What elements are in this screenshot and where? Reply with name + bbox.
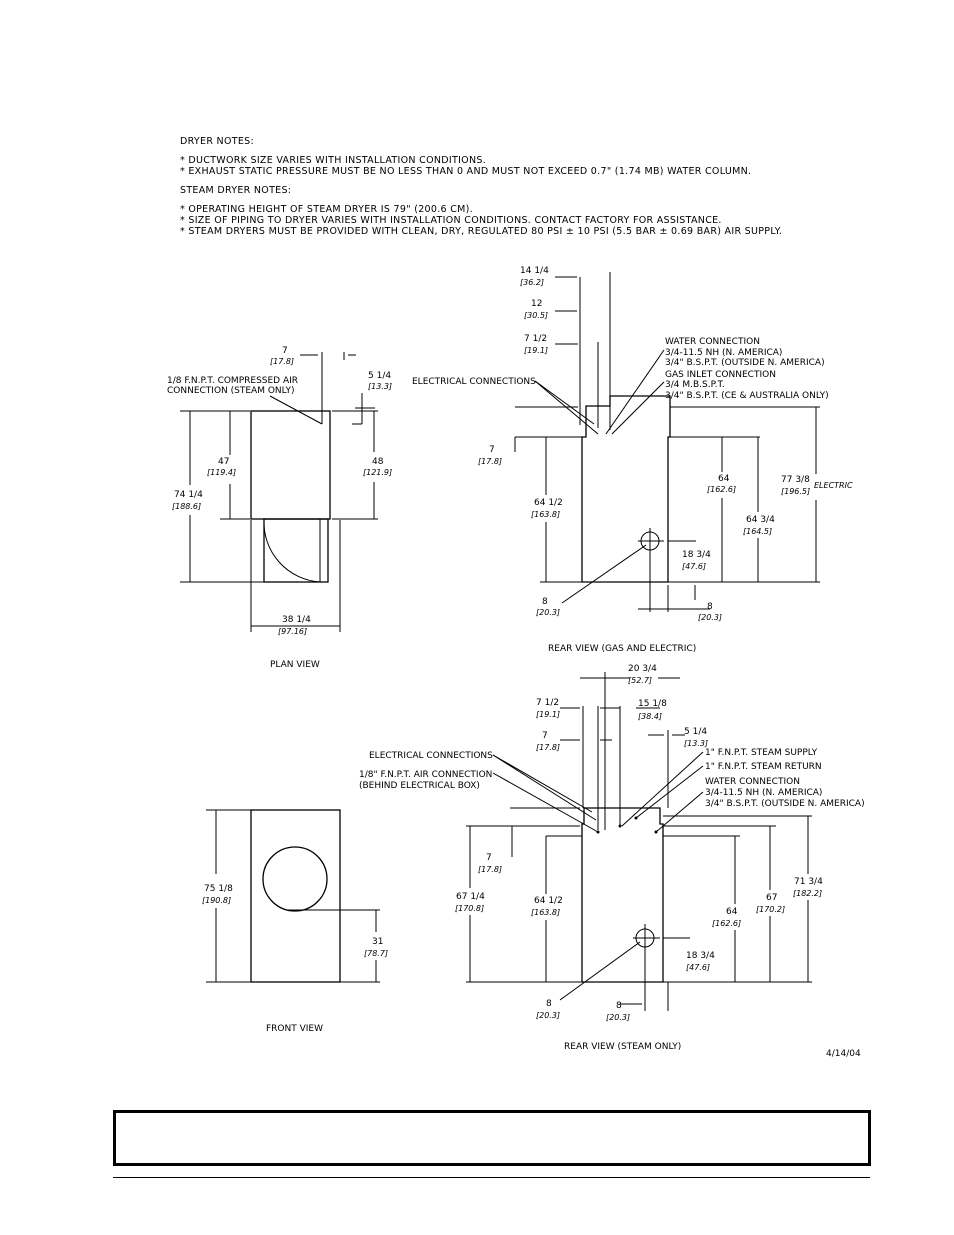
rear-gas-dim-14-1-4: 14 1/4 xyxy=(520,266,549,276)
rear-steam-dim-15-1-8-mm: [38.4] xyxy=(638,712,663,721)
plan-dim-7-mm: [17.8] xyxy=(270,357,295,366)
plan-dim-74-1-4: 74 1/4 xyxy=(174,490,203,500)
rear-steam-dim-8a-mm: [20.3] xyxy=(536,1011,561,1020)
front-door-circle xyxy=(263,847,327,911)
rear-gas-dim-8b-mm: [20.3] xyxy=(698,613,723,622)
rear-gas-dim-12: 12 xyxy=(531,299,543,309)
rear-gas-gas-label-1: GAS INLET CONNECTION xyxy=(665,370,776,380)
plan-air-label-1: 1/8 F.N.P.T. COMPRESSED AIR xyxy=(167,376,299,386)
rear-gas-gas-label-2: 3/4 M.B.S.P.T. xyxy=(665,380,725,390)
plan-dim-5-1-4-mm: [13.3] xyxy=(368,382,393,391)
rear-view-steam xyxy=(359,664,865,1059)
plan-dim-47: 47 xyxy=(218,457,230,467)
rear-steam-water-label-2: 3/4-11.5 NH (N. AMERICA) xyxy=(705,788,823,798)
rear-gas-dim-7-mm: [17.8] xyxy=(478,457,503,466)
rear-gas-gas-label-3: 3/4" B.S.P.T. (CE & AUSTRALIA ONLY) xyxy=(665,391,829,401)
rear-steam-supply-label: 1" F.N.P.T. STEAM SUPPLY xyxy=(705,748,818,758)
steam-notes-heading: STEAM DRYER NOTES: xyxy=(180,185,292,196)
drawing-date: 4/14/04 xyxy=(826,1049,861,1059)
door-swing-arc xyxy=(264,519,320,582)
rear-gas-dim-8b: 8 xyxy=(707,602,713,612)
rear-steam-dim-7b: 7 xyxy=(486,853,492,863)
rear-steam-dim-20-3-4: 20 3/4 xyxy=(628,664,657,674)
rear-gas-dim-7: 7 xyxy=(489,445,495,455)
rear-steam-dim-5-1-4: 5 1/4 xyxy=(684,727,708,737)
front-view-title: FRONT VIEW xyxy=(266,1024,324,1034)
rear-steam-dim-8b: 8 xyxy=(616,1001,622,1011)
rear-steam-water-label-3: 3/4" B.S.P.T. (OUTSIDE N. AMERICA) xyxy=(705,799,865,809)
rear-gas-dim-7-1-2-mm: [19.1] xyxy=(524,346,549,355)
rear-steam-dim-7-1-2-mm: [19.1] xyxy=(536,710,561,719)
rear-steam-dim-64-mm: [162.6] xyxy=(712,919,742,928)
rear-gas-dim-8a-mm: [20.3] xyxy=(536,608,561,617)
plan-cabinet xyxy=(251,411,330,519)
rear-gas-water-label-3: 3/4" B.S.P.T. (OUTSIDE N. AMERICA) xyxy=(665,358,825,368)
rear-steam-dim-7: 7 xyxy=(542,731,548,741)
rear-gas-elec-label: ELECTRICAL CONNECTIONS xyxy=(412,377,536,387)
rear-steam-dim-7-1-2: 7 1/2 xyxy=(536,698,560,708)
front-dim-75-1-8: 75 1/8 xyxy=(204,884,233,894)
rear-steam-return-label: 1" F.N.P.T. STEAM RETURN xyxy=(705,762,822,772)
plan-dim-48: 48 xyxy=(372,457,384,467)
rear-steam-dim-71-3-4: 71 3/4 xyxy=(794,877,823,887)
footer-rule xyxy=(113,1177,870,1178)
rear-steam-dim-8b-mm: [20.3] xyxy=(606,1013,631,1022)
rear-steam-air-label-1: 1/8" F.N.P.T. AIR CONNECTION xyxy=(359,770,493,780)
rear-gas-water-label-1: WATER CONNECTION xyxy=(665,337,760,347)
plan-air-label-2: CONNECTION (STEAM ONLY) xyxy=(167,386,295,396)
rear-steam-dim-18-3-4-mm: [47.6] xyxy=(686,963,711,972)
rear-steam-dim-5-1-4-mm: [13.3] xyxy=(684,739,709,748)
rear-gas-dim-64-3-4: 64 3/4 xyxy=(746,515,775,525)
rear-steam-water-label-1: WATER CONNECTION xyxy=(705,777,800,787)
rear-steam-dim-20-3-4-mm: [52.7] xyxy=(628,676,653,685)
rear-gas-dim-64-1-2-mm: [163.8] xyxy=(531,510,561,519)
rear-steam-dim-67-1-4-mm: [170.8] xyxy=(455,904,485,913)
rear-steam-dim-67-1-4: 67 1/4 xyxy=(456,892,485,902)
front-cabinet xyxy=(251,810,340,982)
rear-view-gas-electric xyxy=(412,266,853,654)
rear-gas-dim-64-3-4-mm: [164.5] xyxy=(743,527,773,536)
rear-steam-title: REAR VIEW (STEAM ONLY) xyxy=(564,1042,682,1052)
rear-gas-dim-7-1-2: 7 1/2 xyxy=(524,334,548,344)
front-view xyxy=(202,810,388,1034)
rear-gas-dim-8a: 8 xyxy=(542,597,548,607)
rear-gas-dim-12-mm: [30.5] xyxy=(524,311,549,320)
rear-steam-dim-67-mm: [170.2] xyxy=(756,905,786,914)
rear-steam-dim-7b-mm: [17.8] xyxy=(478,865,503,874)
plan-door xyxy=(264,519,328,582)
front-dim-75-1-8-mm: [190.8] xyxy=(202,896,232,905)
plan-dim-38-1-4-mm: [97.16] xyxy=(278,627,308,636)
rear-gas-dim-64-mm: [162.6] xyxy=(707,485,737,494)
front-dim-31: 31 xyxy=(372,937,384,947)
plan-dim-5-1-4: 5 1/4 xyxy=(368,371,392,381)
rear-gas-water-label-2: 3/4-11.5 NH (N. AMERICA) xyxy=(665,348,783,358)
rear-steam-dim-64: 64 xyxy=(726,907,738,917)
rear-gas-dim-18-3-4: 18 3/4 xyxy=(682,550,711,560)
rear-steam-elec-label: ELECTRICAL CONNECTIONS xyxy=(369,751,493,761)
dryer-note-1: * DUCTWORK SIZE VARIES WITH INSTALLATION CONDITIONS. xyxy=(180,155,487,166)
rear-gas-dim-64: 64 xyxy=(718,474,730,484)
rear-gas-title: REAR VIEW (GAS AND ELECTRIC) xyxy=(548,644,697,654)
rear-steam-dim-64-1-2-mm: [163.8] xyxy=(531,908,561,917)
plan-dim-47-mm: [119.4] xyxy=(207,468,237,477)
rear-steam-dim-8a: 8 xyxy=(546,999,552,1009)
rear-steam-dim-15-1-8: 15 1/8 xyxy=(638,699,667,709)
rear-gas-electric-label: ELECTRIC xyxy=(814,481,853,490)
rear-gas-cabinet xyxy=(582,396,670,582)
steam-note-1: * OPERATING HEIGHT OF STEAM DRYER IS 79" (200.6 CM). xyxy=(180,204,473,215)
plan-dim-48-mm: [121.9] xyxy=(363,468,393,477)
rear-steam-dim-71-3-4-mm: [182.2] xyxy=(793,889,823,898)
dryer-note-2: * EXHAUST STATIC PRESSURE MUST BE NO LESS THAN 0 AND MUST NOT EXCEED 0.7" (1.74 MB) WATER COLUMN. xyxy=(180,166,752,177)
rear-gas-dim-64-1-2: 64 1/2 xyxy=(534,498,563,508)
rear-gas-dim-77-3-8: 77 3/8 xyxy=(781,475,810,485)
footer-box xyxy=(113,1110,871,1166)
steam-note-3: * STEAM DRYERS MUST BE PROVIDED WITH CLEAN, DRY, REGULATED 80 PSI ± 10 PSI (5.5 BAR ± 0.69 BAR) AIR SUPPLY. xyxy=(180,226,783,237)
rear-steam-dim-18-3-4: 18 3/4 xyxy=(686,951,715,961)
rear-steam-dim-7-mm: [17.8] xyxy=(536,743,561,752)
plan-view xyxy=(167,346,392,670)
rear-gas-dim-77-3-8-mm: [196.5] xyxy=(781,487,811,496)
rear-steam-dim-67: 67 xyxy=(766,893,778,903)
steam-note-2: * SIZE OF PIPING TO DRYER VARIES WITH INSTALLATION CONDITIONS. CONTACT FACTORY FOR ASSISTANCE. xyxy=(180,215,722,226)
plan-dim-38-1-4: 38 1/4 xyxy=(282,615,311,625)
rear-steam-cabinet xyxy=(582,808,663,982)
rear-steam-air-label-2: (BEHIND ELECTRICAL BOX) xyxy=(359,781,480,791)
plan-view-title: PLAN VIEW xyxy=(270,660,320,670)
plan-dim-7: 7 xyxy=(282,346,288,356)
rear-gas-dim-14-1-4-mm: [36.2] xyxy=(520,278,545,287)
rear-gas-dim-18-3-4-mm: [47.6] xyxy=(682,562,707,571)
rear-steam-dim-64-1-2: 64 1/2 xyxy=(534,896,563,906)
plan-dim-74-1-4-mm: [188.6] xyxy=(172,502,202,511)
dryer-notes-heading: DRYER NOTES: xyxy=(180,136,254,147)
front-dim-31-mm: [78.7] xyxy=(364,949,389,958)
